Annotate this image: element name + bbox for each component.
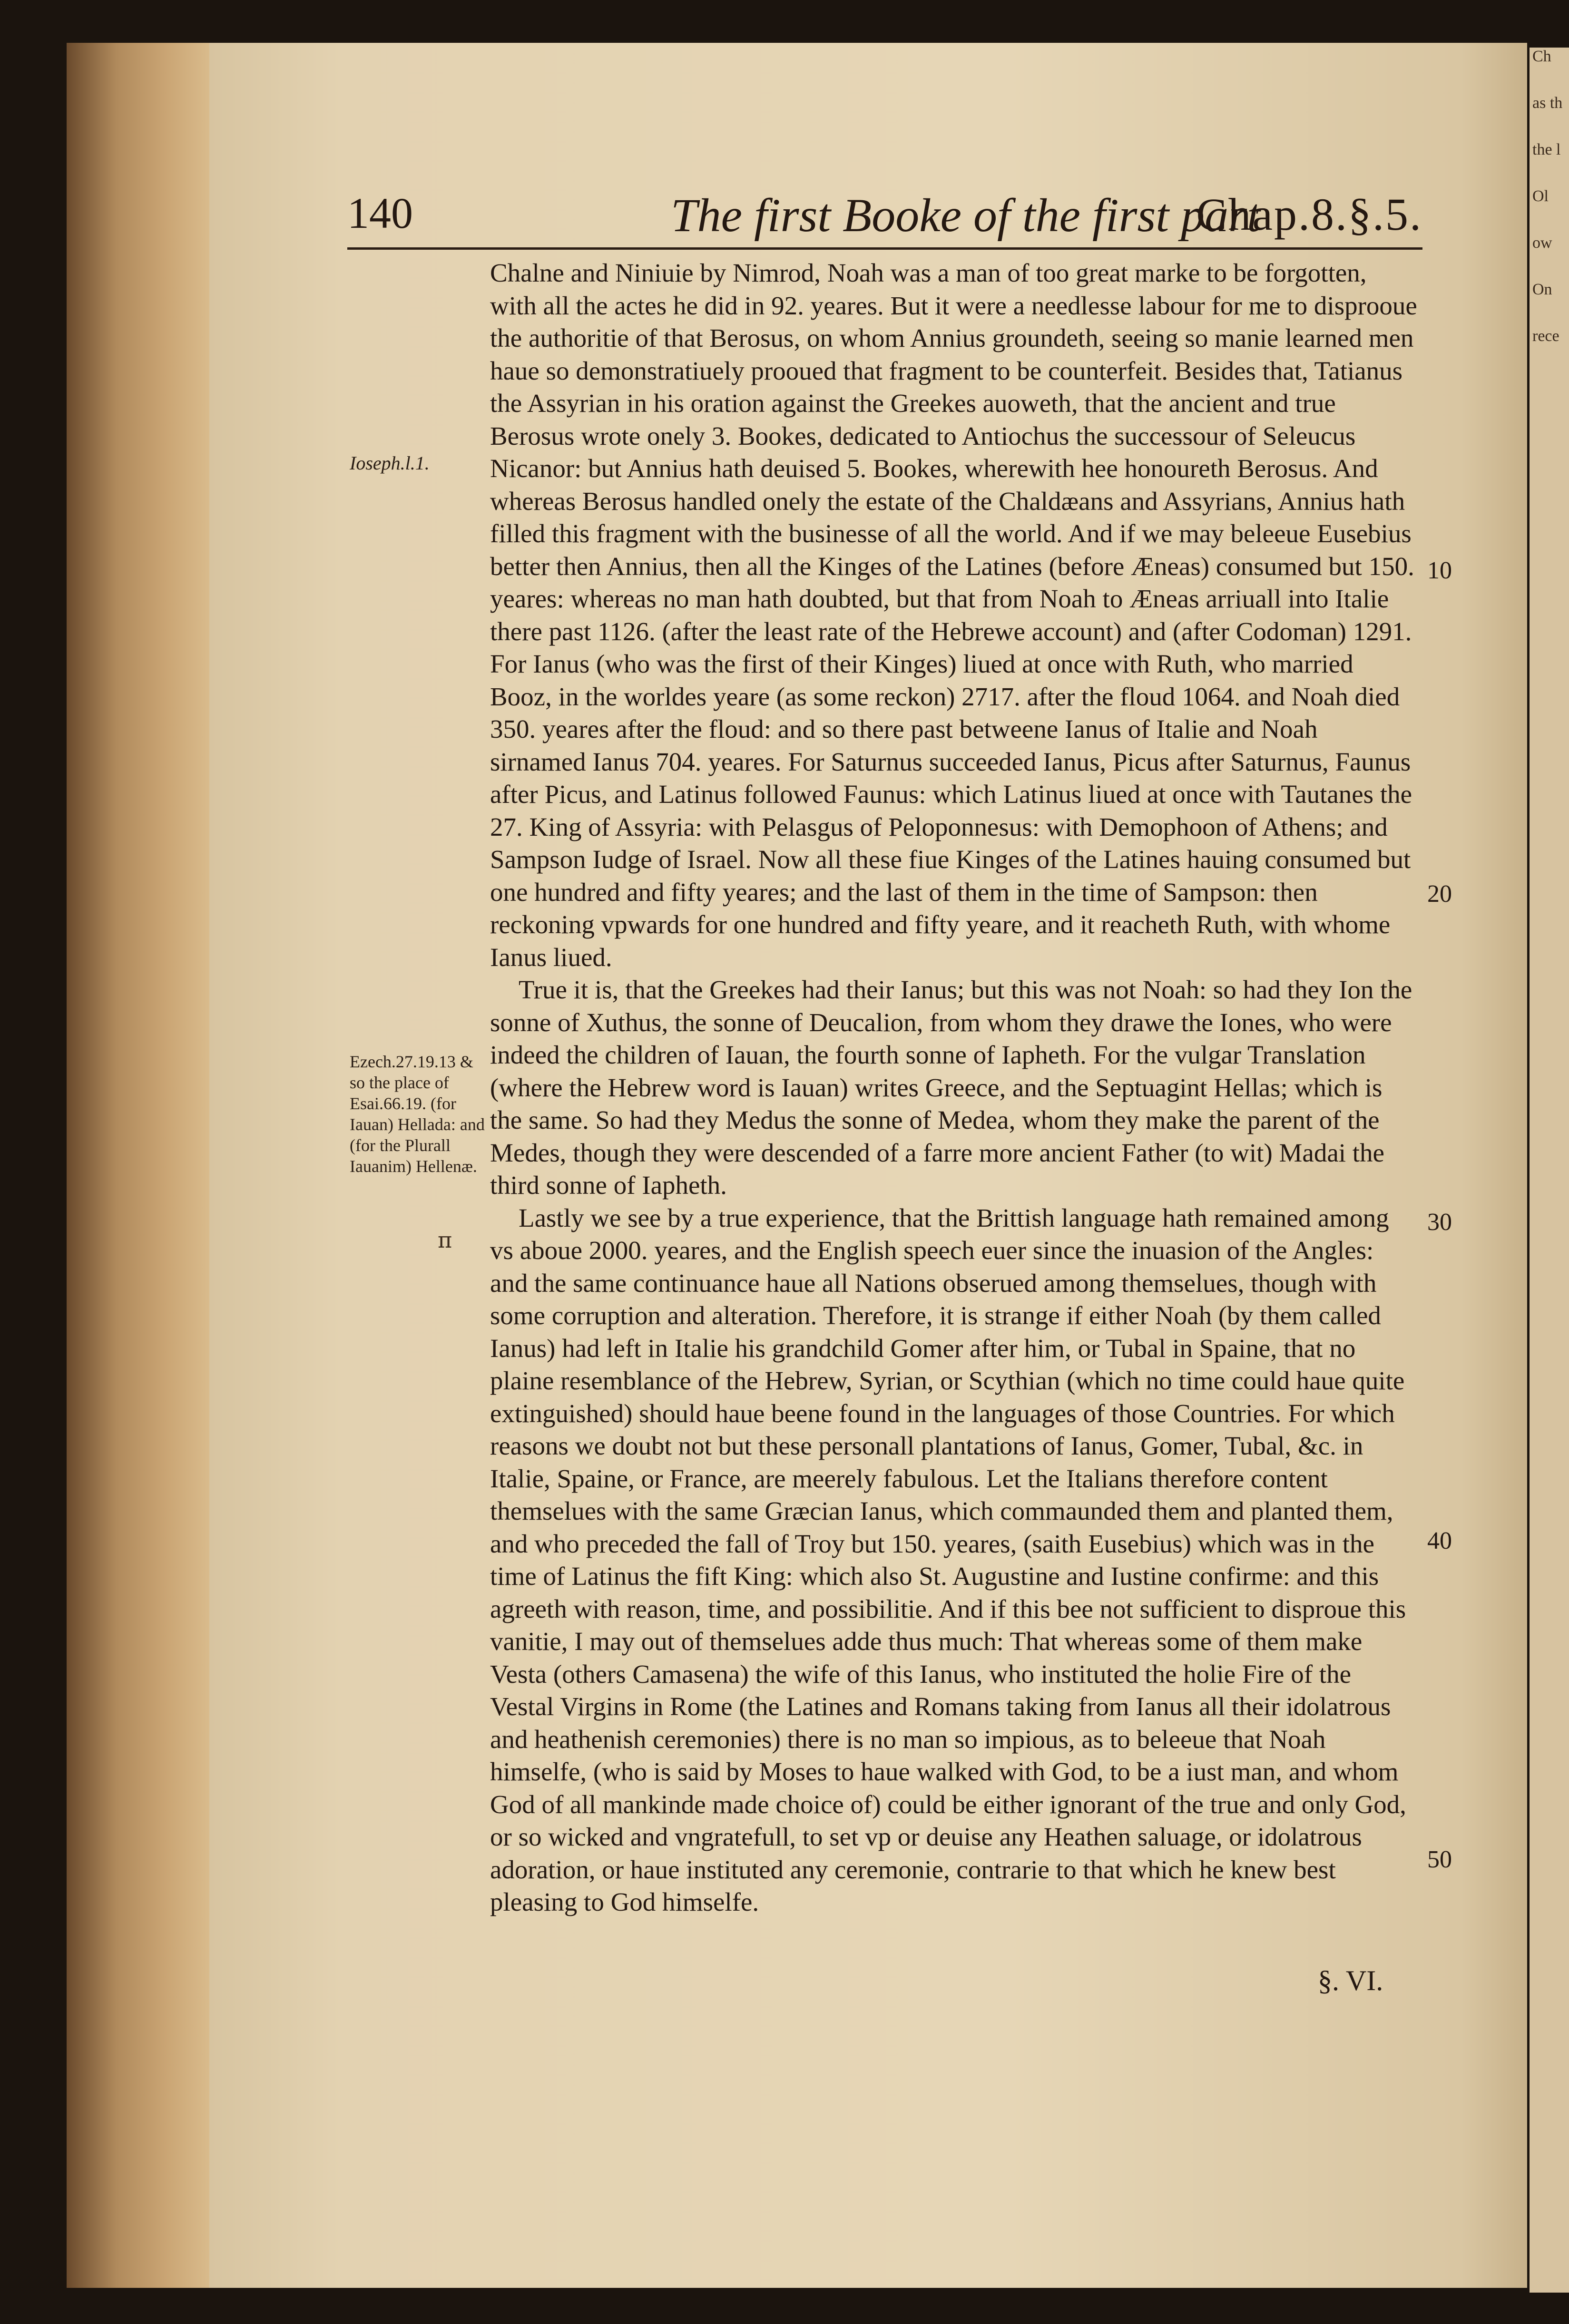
running-title: The first Booke of the first part (671, 189, 1260, 242)
header-rule (347, 247, 1422, 250)
line-number-50: 50 (1427, 1846, 1452, 1873)
margin-note-ezechiel: Ezech.27.19.13 & so the place of Esai.66.19. (for Iauan) Hellada: and (for the Plurall Iauanim) Hellenæ. (350, 1052, 485, 1176)
body-text (490, 257, 1418, 1919)
margin-note-josephus: Ioseph.l.1. (350, 452, 430, 474)
paragraph-2: True it is, that the Greekes had their Ianus; but this was not Noah: so had they Ion the sonne of Xuthus, the sonne of Deucalion, from whom they drawe the Iones, who were indeed the children of Iauan, the fourth sonne of Iapheth. For the vulgar Translation (where the Hebrew word is Iauan) writes Greece, and the Septuagint Hellas; which is the same. So had they Medus the sonne of Medea, whom they make the parent of the Medes, though they were descended of a farre more ancient Father (to wit) Madai the third sonne of Iapheth. (490, 975, 1412, 1200)
page-number: 140 (347, 189, 413, 237)
page-fore-edge (67, 43, 209, 2288)
adjacent-page-edge: Ch as th the l Ol ow On rece (1530, 48, 1569, 2293)
line-number-40: 40 (1427, 1527, 1452, 1554)
page-header (347, 188, 1422, 240)
line-number-30: 30 (1427, 1209, 1452, 1236)
line-number-20: 20 (1427, 880, 1452, 908)
paragraph-3: Lastly we see by a true experience, that the Brittish language hath remained among vs aboue 2000. yeares, and the English speech euer since the inuasion of the Angles: and the same continuance haue all Nations obserued among themselues, though with some corruption and alteration. Therefore, it is strange if either Noah (by them called Ianus) had left in Italie his grandchild Gomer after him, or Tubal in Spaine, that no plaine resemblance of the Hebrew, Syrian, or Scythian (which no time could haue quite extinguished) should haue beene found in the languages of those Countries. For which reasons we doubt not but these personall plantations of Ianus, Gomer, Tubal, &c. in Italie, Spaine, or France, are meerely fabulous. Let the Italians therefore content themselues with the same Græcian Ianus, which commaunded them and planted them, and who preceded the fall of Troy but 150. yeares, (saith Eusebius) which was in the time of Latinus the fift King: which also St. Augustine and Iustine confirme: and this agreeth with reason, time, and possibilitie. And if this bee not sufficient to disproue this vanitie, I may out of themselues adde thus much: That whereas some of them make Vesta (others Camasena) the wife of this Ianus, who instituted the holie Fire of the Vestal Virgins in Rome (the Latines and Romans taking from Ianus all their idolatrous and heathenish ceremonies) there is no man so impious, as to beleeue that Noah himselfe, (who is said by Moses to haue walked with God, to be a iust man, and whom God of all mankinde made choice of) could be either ignorant of the true and only God, or so wicked and vngratefull, to set vp or deuise any Heathen saluage, or idolatrous adoration, or haue instituted any ceremonie, contrarie to that which he knew best pleasing to God himselfe. (490, 1203, 1406, 1916)
chapter-reference: Chap.8.§.5. (1196, 189, 1422, 240)
line-number-10: 10 (1427, 557, 1452, 584)
section-heading: §. VI. (1318, 1965, 1383, 1996)
handwritten-mark: π (438, 1227, 452, 1253)
paragraph-1: Chalne and Niniuie by Nimrod, Noah was a man of too great marke to be forgotten, with all the actes he did in 92. yeares. But it were a needlesse labour for me to disprooue the authoritie of that Berosus, on whom Annius groundeth, seeing so manie learned men haue so demonstratiuely prooued that fragment to be counterfeit. Besides that, Tatianus the Assyrian in his oration against the Greekes auoweth, that the ancient and true Berosus wrote onely 3. Bookes, dedicated to Antiochus the successour of Seleucus Nicanor: but Annius hath deuised 5. Bookes, wherewith hee honoureth Berosus. And whereas Berosus handled onely the estate of the Chaldæans and Assyrians, Annius hath filled this fragment with the businesse of all the world. And if we may beleeue Eusebius better then Annius, then all the Kinges of the Latines (before Æneas) consumed but 150. yeares: whereas no man hath doubted, but that from Noah to Æneas arriuall into Italie there past 1126. (after the least rate of the Hebrewe account) and (after Codoman) 1291. For Ianus (who was the first of their Kinges) liued at once with Ruth, who married Booz, in the worldes yeare (as some reckon) 2717. after the floud 1064. and Noah died 350. yeares after the floud: and so there past betweene Ianus of Italie and Noah sirnamed Ianus 704. yeares. For Saturnus succeeded Ianus, Picus after Saturnus, Faunus after Picus, and Latinus followed Faunus: which Latinus liued at once with Tautanes the 27. King of Assyria: with Pelasgus of Peloponnesus: with Demophoon of Athens; and Sampson Iudge of Israel. Now all these fiue Kinges of the Latines hauing consumed but one hundred and fifty yeares; and the last of them in the time of Sampson: then reckoning vpwards for one hundred and fifty yeare, and it reacheth Ruth, with whome Ianus liued. (490, 258, 1417, 972)
